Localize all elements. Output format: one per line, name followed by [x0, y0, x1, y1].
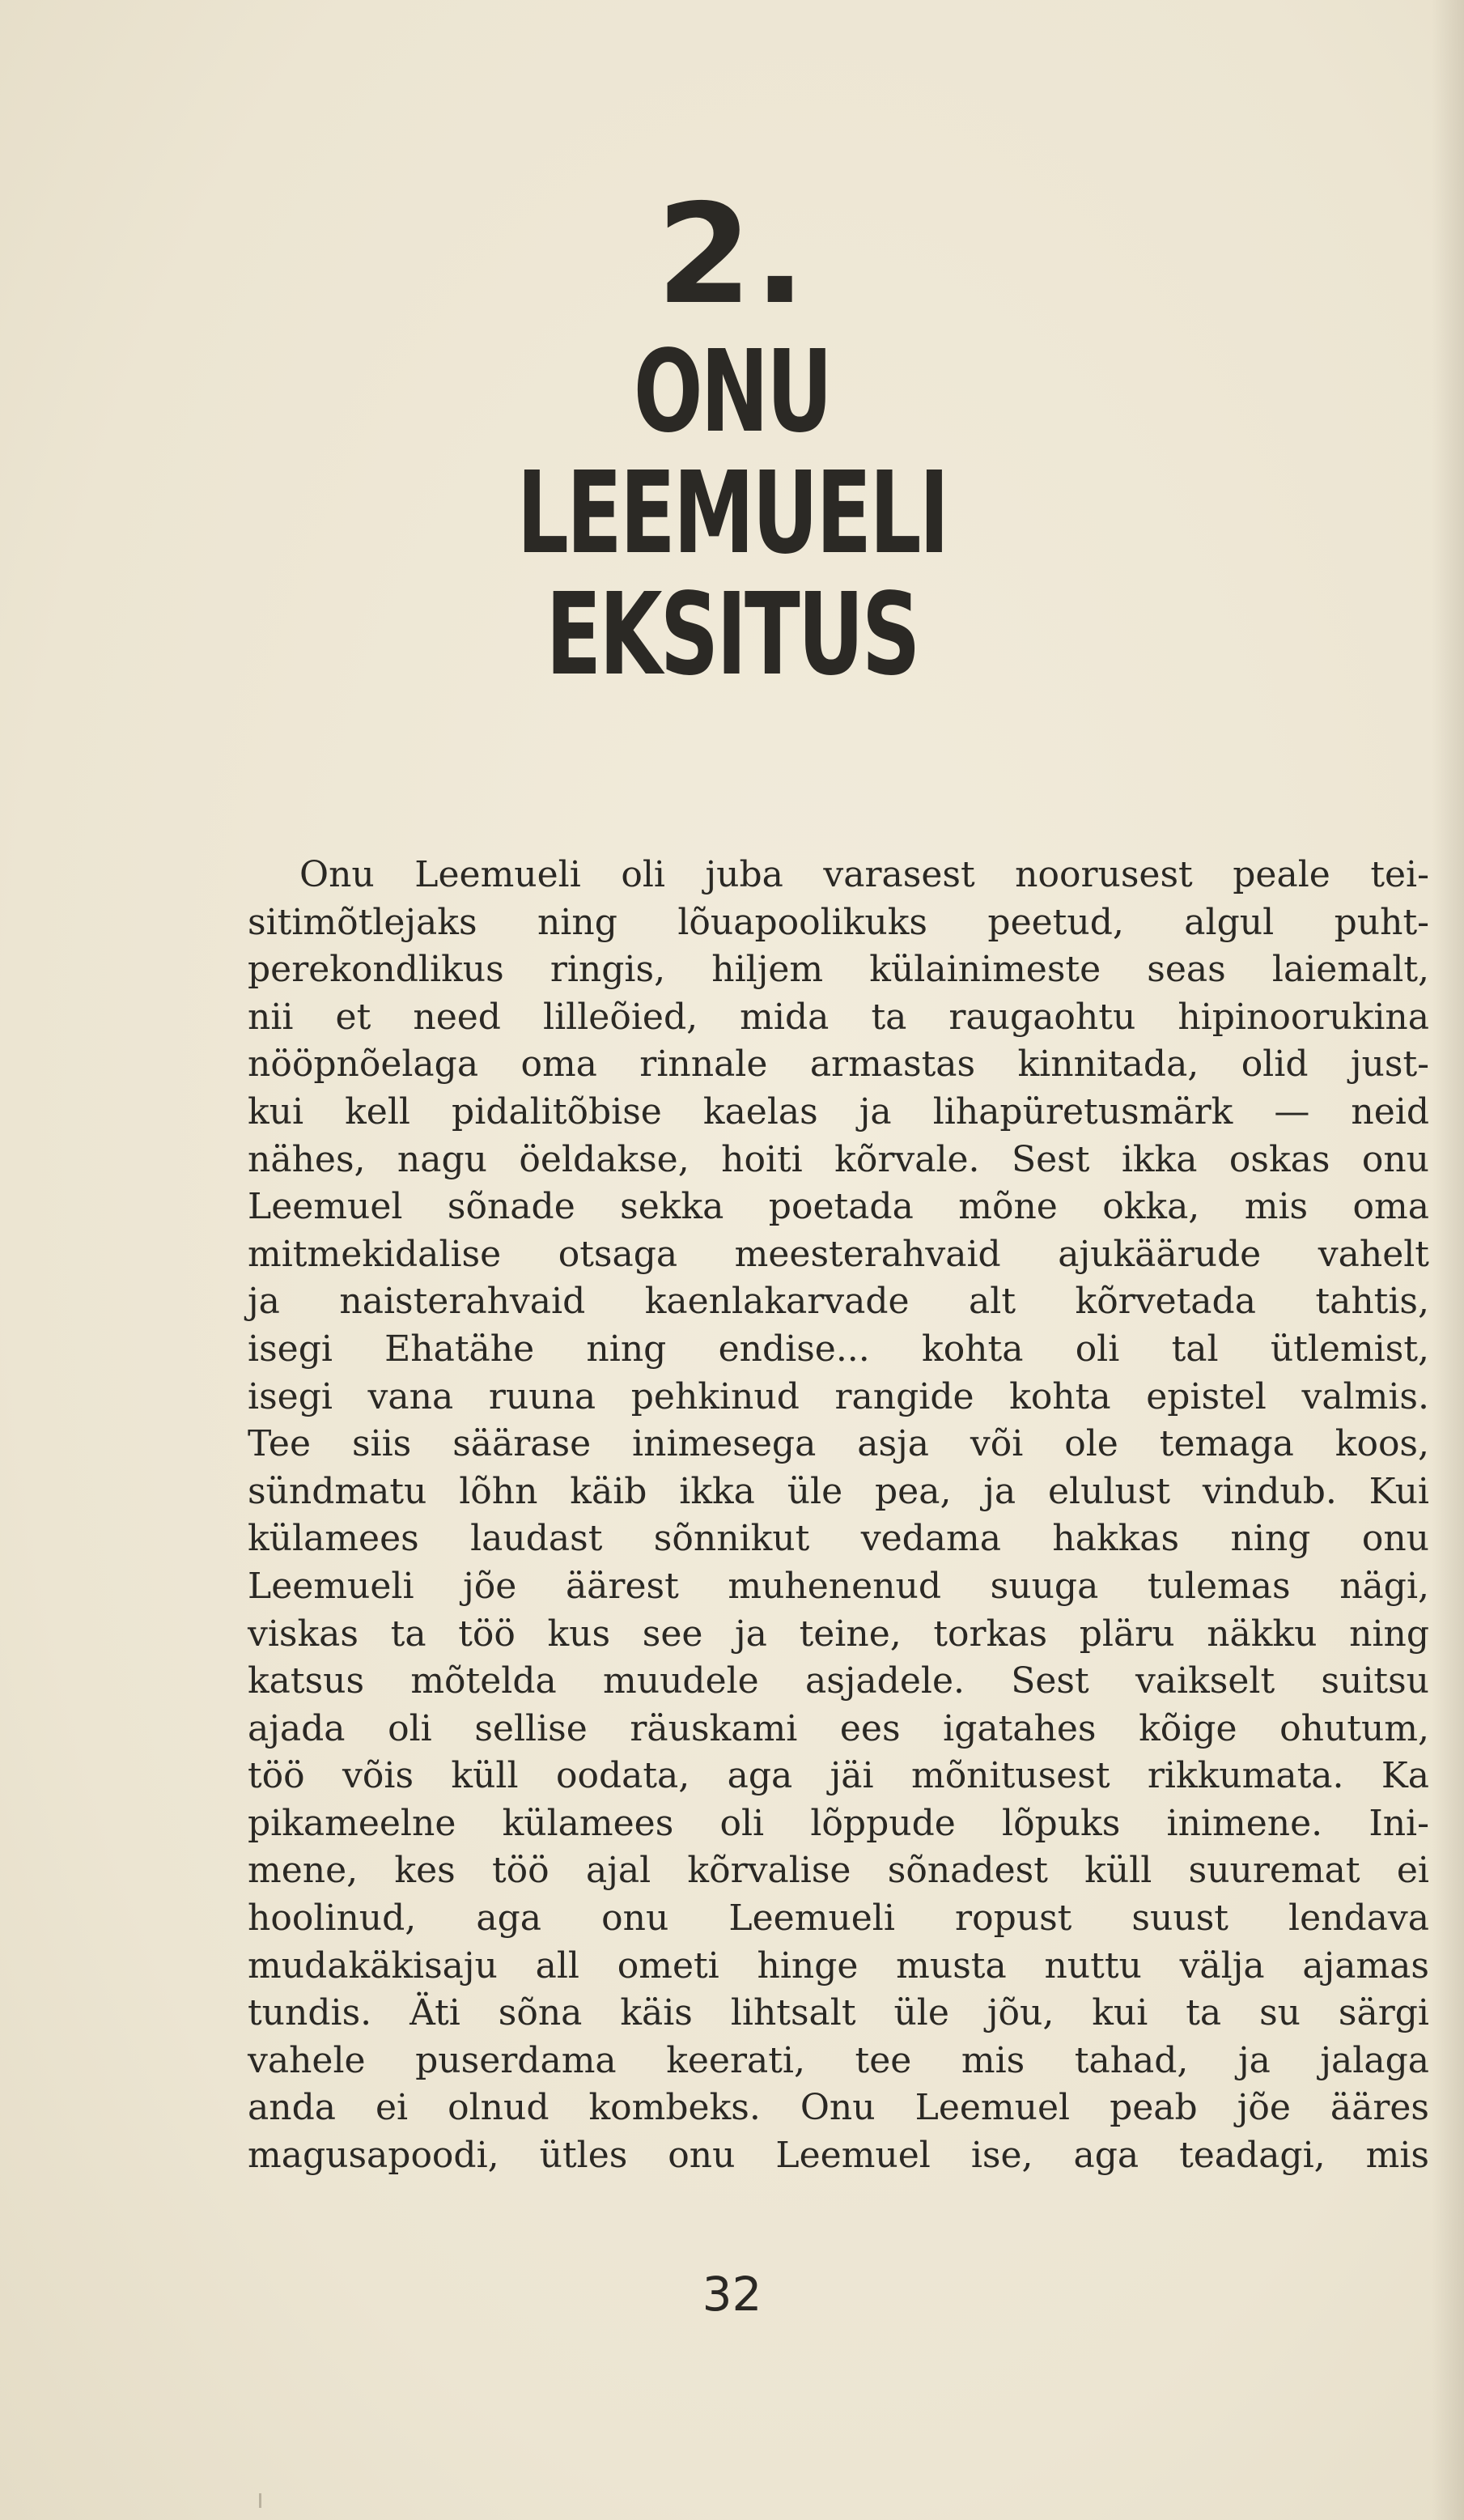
text-line: sitimõtlejaks ning lõuapoolikuks peetud, algul puht-: [248, 901, 1429, 943]
text-line: külamees laudast sõnnikut vedama hakkas ning onu: [248, 1518, 1429, 1560]
text-line: tundis. Äti sõna käis lihtsalt üle jõu, kui ta su särgi: [248, 1992, 1429, 2034]
text-line: töö võis küll oodata, aga jäi mõnitusest rikkumata. Ka: [248, 1755, 1429, 1797]
text-line: isegi vana ruuna pehkinud rangide kohta epistel valmis.: [248, 1375, 1429, 1417]
text-line: kui kell pidalitõbise kaelas ja lihapüretusmärk — neid: [248, 1090, 1429, 1133]
text-line: Leemueli jõe äärest muhenenud suuga tulemas nägi,: [248, 1565, 1429, 1607]
text-line: nööpnõelaga oma rinnale armastas kinnitada, olid just-: [248, 1043, 1429, 1086]
text-line: mudakäkisaju all ometi hinge musta nuttu välja ajamas: [248, 1944, 1429, 1987]
text-line: Tee siis säärase inimesega asja või ole temaga koos,: [248, 1423, 1429, 1465]
text-line: ja naisterahvaid kaenlakarvade alt kõrvetada tahtis,: [248, 1281, 1429, 1323]
text-line: sündmatu lõhn käib ikka üle pea, ja elulust vindub. Kui: [248, 1470, 1429, 1512]
text-line: nii et need lilleõied, mida ta raugaohtu hipinoorukina: [248, 996, 1429, 1038]
text-line: nähes, nagu öeldakse, hoiti kõrvale. Sest ikka oskas onu: [248, 1138, 1429, 1180]
text-line: isegi Ehatähe ning endise... kohta oli tal ütlemist,: [248, 1328, 1429, 1370]
text-line: hoolinud, aga onu Leemueli ropust suust lendava: [248, 1897, 1429, 1940]
text-line: katsus mõtelda muudele asjadele. Sest vaikselt suitsu: [248, 1660, 1429, 1702]
text-line: mene, kes töö ajal kõrvalise sõnadest küll suuremat ei: [248, 1850, 1429, 1892]
chapter-title-line-2: LEEMUELI: [516, 448, 948, 580]
text-line: ajada oli sellise räuskami ees igatahes kõige ohutum,: [248, 1707, 1429, 1749]
chapter-title-line-1: ONU: [633, 326, 831, 458]
chapter-number: 2.: [656, 175, 808, 335]
text-line: vahele puserdama keerati, tee mis tahad, ja jalaga: [248, 2039, 1429, 2081]
text-line: perekondlikus ringis, hiljem külainimeste seas laiemalt,: [248, 949, 1429, 991]
text-line: pikameelne külamees oli lõppude lõpuks inimene. Ini-: [248, 1802, 1429, 1844]
page-number: 32: [702, 2267, 762, 2322]
text-line: magusapoodi, ütles onu Leemuel ise, aga teadagi, mis: [248, 2135, 1429, 2177]
text-line: mitmekidalise otsaga meesterahvaid ajukäärude vahelt: [248, 1233, 1429, 1275]
text-line: viskas ta töö kus see ja teine, torkas pläru näkku ning: [248, 1613, 1429, 1655]
text-line: Leemuel sõnade sekka poetada mõne okka, mis oma: [248, 1186, 1429, 1228]
chapter-heading: [0, 175, 1464, 701]
chapter-title-line-3: EKSITUS: [545, 569, 919, 701]
body-paragraph: [248, 852, 1429, 2180]
text-line: Onu Leemueli oli juba varasest noorusest peale tei-: [299, 854, 1429, 895]
text-line: anda ei olnud kombeks. Onu Leemuel peab jõe ääres: [248, 2087, 1429, 2129]
paper-speck: [259, 2493, 261, 2508]
